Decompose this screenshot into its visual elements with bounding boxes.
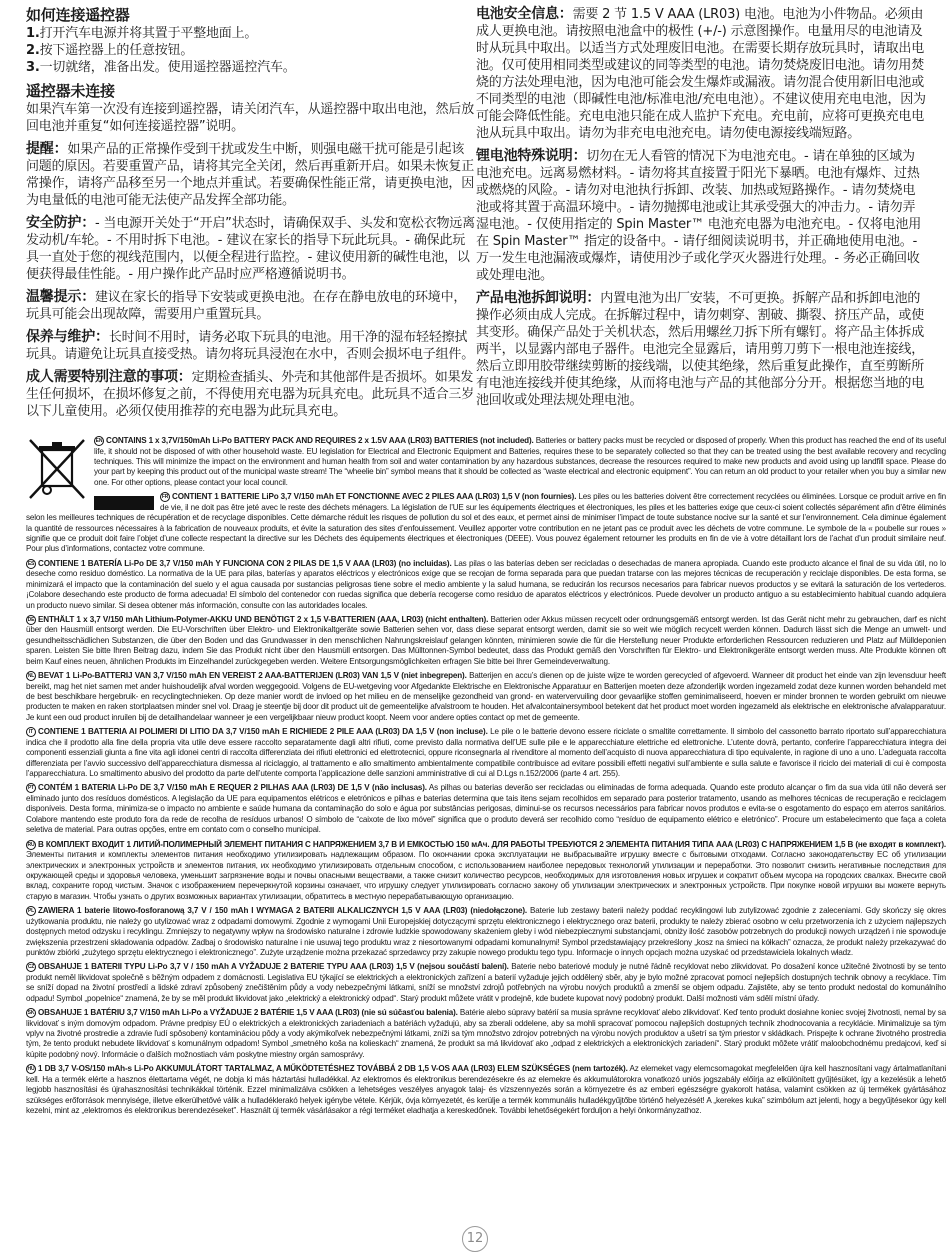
notice-body: Batteries or battery packs must be recycled or disposed of properly. When this product has reached the end of its useful life, it should not be disposed of with other household waste. EU legislation for Electrical and Electronic Equipment and Batteries, requires these to be separately collected so that they can be treated using the best available recovery and recycling techniques. This will minimize the impact on the environment and human health from soil and water contamination by any hazardous substances, decrease the resources required to make new products and avoid using up landfill space. Please do your part by keeping this product out of the municipal waste stream! The “wheelie bin” symbol means that it should be collected as “waste electrical and electronic equipment”. You can return an old product to your retailer when you buy a similar new one. For other options, please contact your local council. — [94, 436, 946, 487]
tip-body: 如果产品的正常操作受到干扰或发生中断，则强电磁干扰可能是引起该问题的原因。若要重置产品，请将其完全关闭，然后再重新开启。如果未恢复正常操作，请将产品移至另一个地点并重试。若要确保性能正常，请更换电池，因为电量低的电池可能无法使产品发挥全部功能。 — [26, 142, 475, 208]
notice-lead: BEVAT 1 Li-Po-BATTERIJ VAN 3,7 V/150 mAh EN VEREIST 2 AAA-BATTERIJEN (LR03) VAN 1,5 V (niet inbegrepen). — [38, 671, 467, 681]
notice-es — [26, 559, 946, 611]
flag-badge: PL — [27, 908, 35, 915]
notice-lead: OBSAHUJE 1 BATÉRIU 3,7 V/150 mAh Li-Po a VYŽADUJE 2 BATÉRIE 1,5 V AAA (LR03) (nie sú súčasťou balenia). — [38, 1008, 458, 1018]
notice-body: Элементы питания и комплекты элементов питания необходимо утилизировать надлежащим образом. По окончании срока эксплуатации не выбрасывайте игрушку вместе с бытовыми отходами. Согласно законодательству ЕС об утилизации электрических и электронных устройств и элементов питания, их необходимо утилизировать отдельным способом, с использованием наиболее передовых технологий утилизации и переработки. Это позволит снизить негативные последствия для окружающей среды и здоровья человека, уменьшит загрязнение воды и почвы опасными веществами, а также снизит количество ресурсов, необходимых для изготовления новых игрушек и сократит объем мусора на городских свалках. Внесите свой вклад, сохраните город чистым. Значок с изображением перечеркнутой корзины означает, что игрушку следует утилизировать согласно закону об утилизации электрических и электронных устройств. При покупке новой игрушки вы можете вернуть старую в магазин. Чтобы узнать о других возможных вариантах утилизации, обратитесь в местную перерабатывающую организацию. — [26, 850, 946, 901]
flag-badge: HU — [27, 1066, 35, 1073]
notice-body: Baterie lub zestawy baterii należy poddać recyklingowi lub zutylizować zgodnie z zaleceniami. Gdy skończy się okres użytkowania produktu, nie należy go utylizować wraz z odpadami domowymi. Zgodnie z wymogami Unii Europejskiej dotyczącymi sprzętu elektronicznego i elektrycznego oraz baterii, produkty te należy zbierać osobno w celu przetworzenia ich z użyciem najlepszych dostępnych metod odzysku i recyklingu. Zmniejszy to negatywny wpływ na środowisko naturalne i zdrowie ludzkie spowodowany skażeniem gleby i wód niebezpiecznymi substancjami, obniży ilość zasobów potrzebnych do produkcji nowych urządzeń i nie spowoduje zwiększenia przestrzeni składowania odpadów. Zadbaj o środowisko naturalne i nie usuwaj tego produktu wraz z niesortowanymi odpadami komunalnymi! Symbol przedstawiający przekreślony „kosz na śmieci na kółkach” oznacza, że produkt należy przekazywać do punktów zbiórki „zużytego sprzętu elektrycznego i elektronicznego”. Zużyte urządzenie można przekazać sprzedawcy przy zakupie nowego produktu tego typu. Informacje o innych opcjach można uzyskać od przedstawiciela lokalnych władz. — [26, 906, 946, 957]
safety-section — [26, 215, 476, 283]
notice-body: Las pilas o las baterías deben ser recicladas o desechadas de manera apropiada. Cuando este producto alcance el final de su vida útil, no lo deseche como residuo doméstico. La normativa de la UE para pilas, baterías y aparatos eléctricos y electrónicos exige que se recojan de forma separada para que puedan tratarse con las mejores técnicas de recuperación y reciclaje disponibles. De esta forma, se minimizará el impacto que la contaminación del suelo y el agua causada por sustancias peligrosas tiene sobre el medio ambiente y la salud humana, se reducirán los recursos necesarios para fabricar nuevos productos y se evitará la saturación de los vertederos. ¡Colabore desechando este producto de forma adecuada! El símbolo del contenedor con ruedas significa que debería recogerse como residuo de aparatos eléctricos y electrónicos. Puede devolver un producto antiguo a su establecimiento habitual cuando adquiera un producto nuevo similar. Si desea obtener más información, consulte con las autoridades locales. — [26, 558, 946, 610]
notice-ru — [26, 840, 946, 903]
connect-section — [26, 6, 476, 76]
notice-lead: В КОМПЛЕКТ ВХОДИТ 1 ЛИТИЙ-ПОЛИМЕРНЫЙ ЭЛЕМЕНТ ПИТАНИЯ С НАПРЯЖЕНИЕМ 3,7 В И ЕМКОСТЬЮ 150 мАч. ДЛЯ РАБОТЫ ТРЕБУЮТСЯ 2 ЭЛЕМЕНТА ПИТАНИЯ ТИПА AAA (LR03) С НАПРЯЖЕНИЕМ 1,5 В (не входят в комплект). — [38, 839, 946, 849]
flag-badge: RU — [27, 841, 35, 848]
notice-lead: ENTHÄLT 1 x 3,7 V/150 mAh Lithium-Polymer-AKKU UND BENÖTIGT 2 x 1,5 V-BATTERIEN (AAA, LR03) (nicht enthalten). — [38, 615, 489, 625]
flag-badge: SK — [27, 1010, 35, 1017]
tip-lead: 提醒： — [26, 141, 68, 157]
safety-lead: 安全防护： — [26, 215, 95, 231]
right-column — [476, 6, 926, 426]
step-number: 3. — [26, 60, 40, 75]
connect-heading: 如何连接遥控器 — [26, 6, 130, 24]
notice-body: Les piles ou les batteries doivent être correctement recyclées ou éliminées. Lorsque ce produit arrive en fin de vie, il ne doit pas être jeté avec le reste des déchets ménagers. La législation de l’UE sur les équipements électriques et électroniques, les piles et les batteries exige que ceux-ci soient collectés séparément afin d’être éliminés selon les meilleures techniques de récupération et de recyclage disponibles. Cette démarche réduit les risques de pollution du sol et des eaux, et permet ainsi de minimiser l’impact de toute substance nocive sur la santé et sur l’environnement. Cela diminue également la quantité de ressources nécessaires à la fabrication de nouveaux produits, et évite la saturation des sites d’enfouissement. Veuillez apporter votre contribution en ne jetant pas ce produit avec les déchets de votre commune. Le symbole de la « poubelle sur roues » signifie que ce produit doit faire l’objet d’une collecte respectant la directive sur les Déchets des équipements électriques et électroniques (DEEE). Vous pouvez également retourner les produits en fin de vie à votre détaillant lors de l’achat d’un produit similaire neuf. Pour plus d’informations, contactez votre commune. — [26, 492, 946, 554]
warm-body: 建议在家长的指导下安装或更换电池。在存在静电放电的环境中，玩具可能会出现故障，需要用户重置玩具。 — [26, 290, 467, 322]
connect-step — [26, 25, 476, 42]
notice-lead: OBSAHUJE 1 BATERII TYPU Li-Po 3,7 V / 150 mAh A VYŽADUJE 2 BATERIE TYPU AAA (LR03) 1,5 V (nejsou součástí balení). — [38, 962, 509, 972]
notice-body: Batterijen en accu’s dienen op de juiste wijze te worden gerecycled of afgevoerd. Wanneer dit product het einde van zijn levensduur heeft bereikt, mag het niet samen met ander huishoudelijk afval worden weggegooid. Volgens de EU-wetgeving voor Afgedankte Elektrische en Elektronische Apparatuur en Batterijen moeten deze afzonderlijk worden ingezameld zodat deze kunnen worden behandeld met de best beschikbare hergebruik- en recyclingtechnieken. Op deze manier wordt de invloed op het milieu en de menselijke gezondheid van grond- en watervervuiling door gevaarlijke stoffen geminimaliseerd, hoeven er minder bronnen te worden gebruikt om nieuwe producten te maken en raken stortplaatsen minder snel vol. Draag je steentje bij door dit product uit de gemeentelijke afvalstroom te houden. Het afvalcontainersymbool betekent dat het product moet worden ingezameld als elektrische en elektronische afvalapparatuur. Je kunt een oud product inruilen bij de detailhandelaar wanneer je een vergelijkbaar nieuw product koopt. Neem voor andere opties contact op met de gemeente. — [26, 671, 946, 722]
flag-badge: NL — [27, 673, 35, 680]
warm-lead: 温馨提示： — [26, 289, 95, 305]
removal-section — [476, 290, 926, 409]
step-text: 一切就绪，准备出发。使用遥控器遥控汽车。 — [39, 60, 296, 75]
notice-de — [26, 615, 946, 667]
flag-badge: PT — [27, 785, 35, 792]
notice-body: Baterie nebo bateriové moduly je nutné řádně recyklovat nebo zlikvidovat. Po dosažení konce užitečné životnosti by se tento produkt neměl likvidovat společně s běžným odpadem z domácnosti. Legislativa EU týkající se elektrických a elektronických zařízení a baterií vyžaduje jejich oddělený sběr, aby je bylo možné zpracovat pomocí nejlepších dostupných technik obnovy a recyklace. Tím se sníží dopad na životní prostředí a lidské zdraví způsobený znečištěním půdy a vody nebezpečnými látkami, sníží se množství zdrojů potřebných na výrobu nových produktů a zmenší se objem odpadu. Zajistěte, aby se tento produkt nedostal do komunálního odpadu! Symbol „popelnice“ znamená, že by se měl produkt likvidovat jako „elektrický a elektronický odpad“. Starý produkt můžete vrátit v prodejně, kde budete kupovat nový podobný produkt. Další možnosti vám sdělí místní úřady. — [26, 962, 946, 1003]
multilingual-disposal-notices — [26, 436, 946, 1120]
separate-collection-bar-icon — [94, 496, 154, 510]
adult-section — [26, 369, 476, 420]
notice-hu — [26, 1064, 946, 1116]
notice-body: As pilhas ou baterias deverão ser recicladas ou eliminadas de forma adequada. Quando este produto alcançar o fim da sua vida útil não deverá ser eliminado junto dos resíduos domésticos. A legislação da UE para equipamentos elétricos e eletrónicos e pilhas e baterias determina que tais itens sejam recolhidos em separado para posterior tratamento, usando as melhores técnicas de recuperação e reciclagem disponíveis. Desta forma, minimiza-se o impacto no ambiente e saúde humana da contaminação do solo e água por substâncias perigosas, diminui-se os recursos necessários para fabricar novos produtos e evita-se o esgotamento do espaço em aterros sanitários. Colabore mantendo este produto fora da rede de recolha de resíduos urbanos! O símbolo de “caixote de lixo móvel” significa que o produto deverá ser recolhido como “resíduo de equipamento elétrico e eletrónico”. Procure um estabelecimento que faça a coleta seletiva de material. Para outras opções, entre em contato com o conselho municipal. — [26, 783, 947, 835]
notice-pt — [26, 783, 946, 835]
battery-safety-body: 需要 2 节 1.5 V AAA (LR03) 电池。电池为小件物品。必须由成人更换电池。请按照电池盒中的极性 (+/-) 示意图操作。电量用尽的电池请及时从玩具中取出。以适当方式处理废旧电池。在需要长期存放玩具时，请取出电池。仅可使用相同类型或建议的同等类型的电池。请勿焚烧废旧电池。请勿用焚烧的方法处理电池，因为电池可能会发生爆炸或漏液。请勿混合使用新旧电池或不同类型的电池（即碱性电池/标准电池/充电电池）。不建议使用充电电池，因为可能会降低性能。充电电池只能在成人监护下充电。充电前，应将可更换充电电池从玩具中取出。请勿为非充电电池充电。请勿使电源接线端短路。 — [476, 7, 926, 141]
battery-safety-section — [476, 6, 926, 142]
notice-lead: CONTAINS 1 x 3,7V/150mAh Li-Po BATTERY PACK AND REQUIRES 2 x 1.5V AAA (LR03) BATTERIES (not included). — [106, 436, 534, 446]
notice-it — [26, 727, 946, 779]
lithium-section — [476, 148, 926, 284]
connect-step — [26, 42, 476, 59]
notice-lead: CONTIENT 1 BATTERIE LiPo 3,7 V/150 mAh ET FONCTIONNE AVEC 2 PILES AAA (LR03) 1,5 V (non fournies). — [172, 492, 577, 502]
notice-nl — [26, 671, 946, 723]
notice-body: Batérie alebo súpravy batérií sa musia správne recyklovať alebo zlikvidovať. Keď tento produkt dosiahne koniec svojej životnosti, nemal by sa likvidovať s iným domovým odpadom. Právne predpisy EÚ o elektrických a elektronických zariadeniach a batériách vyžadujú, aby sa zberali oddelene, aby sa mohli spracovať pomocou najlepších dostupných techník zhodnocovania a recyklácie. Minimalizuje sa tým vplyv na životné prostredie a zdravie ľudí spôsobený kontamináciou pôdy a vody akýmikoľvek nebezpečnými látkami, zníži sa tým množstvo zdrojov potrebných na výrobu nových produktov a ušetrí sa tým priestor v skládkach. Prispejte k ochrane životného prostredia tým, že tento produkt nebudete likvidovať s komunálnym odpadom! Symbol „smetného koša na kolieskach“ znamená, že produkt sa má likvidovať ako „odpad z elektrických a elektronických zariadení“. Starý produkt môžete vrátiť maloobchodnému predajcovi, keď si kúpite podobný nový. Informácie o ďalších možnostiach vám poskytne miestny orgán samosprávy. — [26, 1008, 946, 1059]
notice-pl — [26, 906, 946, 958]
lithium-body: 切勿在无人看管的情况下为电池充电。- 请在单独的区域为电池充电。远离易燃材料。- 请勿将其直接置于阳光下暴晒。电池有爆炸、过热或燃烧的风险。- 请勿对电池执行拆卸、改装、加热或短路操作。- 请勿焚烧电池或将其置于高温环境中。- 请勿抛掷电池或让其承受强大的冲击力。- 请勿弄湿电池。- 仅使用指定的 Spin Master™ 电池充电器为电池充电。- 仅将电池用在 Spin Master™ 指定的设备中。- 请仔细阅读说明书，并正确地使用电池。- 万一发生电池漏液或爆炸，请使用沙子或化学灭火器进行处理。- 务必正确回收或处理电池。 — [476, 149, 921, 283]
care-section — [26, 329, 476, 363]
battery-safety-lead: 电池安全信息： — [476, 6, 573, 22]
removal-lead: 产品电池拆卸说明： — [476, 290, 601, 306]
notice-lead: 1 DB 3,7 V-OS/150 mAh-s Li-Po AKKUMULÁTORT TARTALMAZ, A MŰKÖDTETÉSHEZ TOVÁBBÁ 2 DB 1,5 V-OS AAA (LR03) ELEM SZÜKSÉGES (nem tartozék). — [38, 1064, 628, 1074]
care-lead: 保养与维护： — [26, 329, 109, 345]
care-body: 长时间不用时，请务必取下玩具的电池。用干净的湿布轻轻擦拭玩具。请避免让玩具直接受热。请勿将玩具浸泡在水中，否则会损坏电子组件。 — [26, 330, 475, 362]
not-connected-body: 如果汽车第一次没有连接到遥控器，请关闭汽车，从遥控器中取出电池，然后放回电池并重复“如何连接遥控器”说明。 — [26, 102, 475, 134]
notice-lead: ZAWIERA 1 baterie litowo-fosforanową 3,7 V / 150 mAh I WYMAGA 2 BATERII ALKALICZNYCH 1,5 V AAA (LR03) (niedołączone). — [38, 906, 528, 916]
not-connected-heading: 遥控器未连接 — [26, 82, 115, 100]
flag-badge: IT — [26, 727, 36, 737]
notice-en — [26, 436, 946, 488]
flag-badge: CZ — [27, 964, 35, 971]
safety-body: - 当电源开关处于“开启”状态时，请确保双手、头发和宽松衣物远离发动机/车轮。- 不用时拆下电池。- 建议在家长的指导下玩此玩具。- 确保此玩具一直处于您的视线范围内，以便全程进行监控。- 建议使用新的碱性电池，以便获得最佳性能。- 用户操作此产品时应严格遵循说明书。 — [26, 216, 475, 282]
step-number: 2. — [26, 43, 40, 58]
connect-step — [26, 59, 476, 76]
instructions-columns — [26, 6, 926, 426]
removal-body: 内置电池为出厂安装，不可更换。拆解产品和拆卸电池的操作必须由成人完成。在拆解过程中，请勿刺穿、割破、撕裂、挤压产品，或使其变形。确保产品处于关机状态，然后用螺丝刀拆下所有螺钉。将产品主体拆成两半，以显露内部电子器件。电池完全显露后，请用剪刀剪下一根电池连接线，然后立即用胶带继续剪断的接线端，以使其绝缘，然后重复此操作，直至剪断所有电池连接线并使其绝缘，从而将电池与产品的其他部分分开。根据您当地的电池回收或处理法规处理电池。 — [476, 291, 925, 408]
left-column — [26, 6, 476, 426]
lithium-lead: 锂电池特殊说明： — [476, 148, 587, 164]
not-connected-section — [26, 82, 476, 135]
page-number: 12 — [462, 1226, 488, 1252]
notice-body: Az elemeket vagy elemcsomagokat megfelelően újra kell hasznosítani vagy ártalmatlanítani kell. Ha a termék elérte a hasznos élettartama végét, ne dobja ki más háztartási hulladékkal. Az elektromos és elektronikus berendezésekre és az elemekre és akkumulátorokra vonatkozó uniós jogszabály előírja az elkülönített gyűjtésüket, így a kezelésük a lehető legjobb hasznosítási és újrahasznosítási technikákkal történik. Ezzel minimalizálva csökken a lehetséges veszélyes anyagok talaj- és vízszennyezés során a környezetre és az emberi egészségre gyakorolt hatása, valamint csökken az új termékek gyártásához szükséges erőforrások mennyisége, illetve elkerülhetővé válik a hulladéklerakó helyek igénybe vétele. Kérjük, óvja környezetét, és kerülje a termék kommunális hulladékgyűjtőbe történő helyezését! A „kerekes kuka” szimbólum azt jelenti, hogy a begyűjtésekor úgy kell kezelni, mint az „elektromos és elektronikus berendezéseket”. Használt új termék vásárlásakor a régi terméket eladhatja a kereskedőnek. További lehetőségekért forduljon a helyi önkormányzathoz. — [26, 1064, 947, 1116]
flag-badge: FR — [161, 494, 169, 501]
notice-lead: CONTIENE 1 BATERÍA Li-Po DE 3,7 V/150 mAh Y FUNCIONA CON 2 PILAS DE 1,5 V AAA (LR03) (no incluidas). — [38, 558, 452, 568]
notice-lead: CONTIENE 1 BATTERIA AI POLIMERI DI LITIO DA 3,7 V/150 mAh E RICHIEDE 2 PILE AAA (LR03) DA 1,5 V (non incluse). — [38, 727, 488, 737]
flag-badge: ES — [27, 560, 35, 567]
crossed-out-wheelie-bin-icon — [26, 436, 88, 502]
notice-cz — [26, 962, 946, 1004]
flag-badge: EN — [95, 438, 103, 444]
warm-section — [26, 289, 476, 323]
step-number: 1. — [26, 26, 40, 41]
adult-lead: 成人需要特别注意的事项： — [26, 369, 192, 385]
flag-badge: DE — [27, 616, 35, 623]
notice-body: Le pile o le batterie devono essere riciclate o smaltite correttamente. Il simbolo del cassonetto barrato riportato sull’apparecchiatura indica che il prodotto alla fine della propria vita utile deve essere raccolto separatamente dagli altri rifiuti, come previsto dalla normativa dell’UE sulle pile e le apparecchiature elettriche ed elettroniche. L’utente dovrà, pertanto, conferire l’apparecchiatura integra dei componenti essenziali giunta a fine vita agli idonei centri di raccolta differenziata dei rifiuti elettronici ed elettrotecnici, oppure riconsegnarla al rivenditore al momento dell’acquisto di nuova apparecchiatura di tipo equivalente, in ragione di uno a uno. L’adeguata raccolta differenziata per l’avvio successivo dell’apparecchiatura dismessa al riciclaggio, al trattamento e allo smaltimento ambientalmente compatibile contribuisce ad evitare possibili effetti negativi sull’ambiente e sulla salute e favorisce il riciclo dei materiali di cui è composta l’apparecchiatura. Lo smaltimento abusivo del prodotto da parte dell’utente comporta l’applicazione delle sanzioni amministrative di cui al D.Lgs n.152/2006 (parte 4 art. 255). — [26, 727, 946, 779]
notice-sk — [26, 1008, 946, 1060]
connect-steps — [26, 25, 476, 76]
step-text: 按下遥控器上的任意按钮。 — [39, 43, 194, 58]
notice-fr — [26, 492, 946, 555]
tip-section — [26, 141, 476, 209]
step-text: 打开汽车电源并将其置于平整地面上。 — [39, 26, 258, 41]
notice-lead: CONTÉM 1 BATERIA Li-Po DE 3,7 V/150 mAh E REQUER 2 PILHAS AAA (LR03) DE 1,5 V (não inclusas). — [38, 783, 427, 793]
adult-body: 定期检查插头、外壳和其他部件是否损坏。如果发生任何损坏，在损坏修复之前，不得使用充电器为玩具充电。此玩具不适合三岁以下儿童使用。必须仅使用推荐的充电器为此玩具充电。 — [26, 370, 475, 419]
notice-body: Batterien oder Akkus müssen recycelt oder ordnungsgemäß entsorgt werden. Ist das Gerät nicht mehr zu gebrauchen, darf es nicht über den Hausmüll entsorgt werden. Die EU-Vorschriften über Elektro- und Elektronikaltgeräte sowie Batterien sehen vor, dass diese separat entsorgt werden, damit sie so weit wie möglich recycelt werden können. Dadurch lässt sich die Menge an umwelt- und gesundheitsschädlichen Substanzen, die über den Boden und das Grundwasser in den menschlichen Nahrungskreislauf gelangen könnten, minimieren sowie die für die Herstellung neuer Produkte erforderlichen Ressourcen reduzieren und Platz auf Mülldeponien sparen. Leisten Sie bitte Ihren Beitrag dazu, indem Sie das Produkt nicht über den Hausmüll entsorgen. Das Mülltonnen-Symbol bedeutet, dass das Produkt gemäß den Vorschriften für Elektro- und Elektronikgeräte entsorgt werden muss. Alte Produkte können oft beim Kauf eines neuen, ähnlichen Produkts im Einzelhandel zurückgegeben werden. Weitere Entsorgungsmöglichkeiten erfragen Sie bitte bei Ihrer Gemeindeverwaltung. — [26, 615, 946, 666]
